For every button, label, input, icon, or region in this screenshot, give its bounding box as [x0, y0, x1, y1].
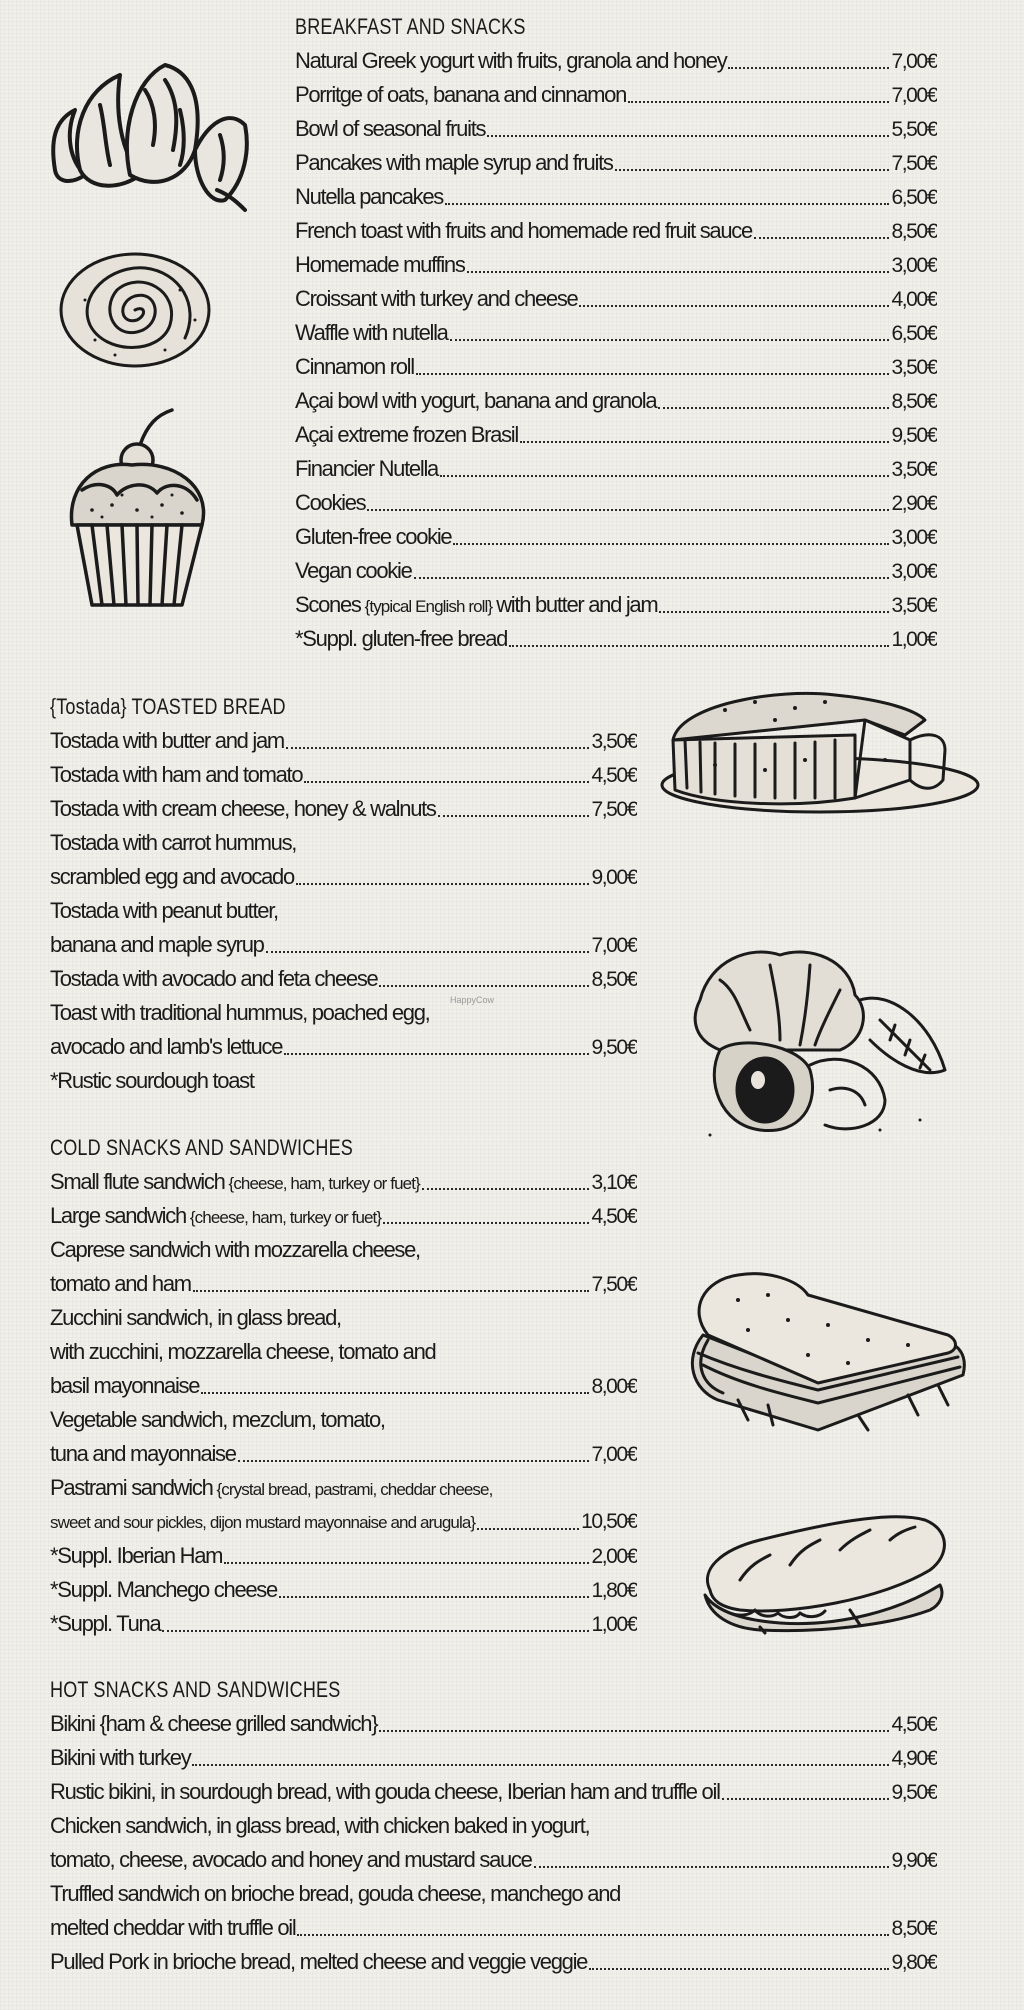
- menu-item-price: 7,00€: [891, 84, 937, 107]
- menu-item-price: 3,10€: [591, 1171, 637, 1194]
- menu-item-name: tomato, cheese, avocado and honey and mustard sauce: [50, 1847, 532, 1872]
- menu-item-price: 3,50€: [891, 458, 937, 481]
- menu-item-row: [295, 588, 937, 622]
- dot-leader: [628, 100, 889, 103]
- menu-item-name: Açai bowl with yogurt, banana and granola: [295, 388, 657, 413]
- menu-item-name: Large sandwich: [50, 1203, 186, 1228]
- dot-leader: [722, 1797, 890, 1800]
- menu-item-price: 3,00€: [891, 526, 937, 549]
- menu-item-price: 8,00€: [591, 1375, 637, 1398]
- menu-item-name: *Rustic sourdough toast: [50, 1068, 254, 1093]
- menu-item-row: [50, 1471, 637, 1505]
- menu-item-row: [295, 112, 937, 146]
- menu-item-name: French toast with fruits and homemade red fruit sauce: [295, 218, 752, 243]
- menu-item-note: {crystal bread, pastrami, cheddar cheese,: [216, 1480, 493, 1499]
- menu-item-row: [50, 1775, 937, 1809]
- menu-item-name: Small flute sandwich: [50, 1169, 225, 1194]
- menu-item-name: Tostada with cream cheese, honey & walnuts: [50, 796, 436, 821]
- menu-item-note: {cheese, ham, turkey or fuet}: [189, 1208, 382, 1227]
- menu-item-name-continued: with butter and jam: [496, 592, 658, 617]
- dot-leader: [304, 780, 589, 783]
- dot-leader: [440, 474, 889, 477]
- baguette-sandwich-illustration: [700, 1505, 955, 1635]
- menu-item-price: 9,00€: [591, 866, 637, 889]
- menu-item-price: 3,50€: [891, 594, 937, 617]
- menu-item-row: [50, 1199, 637, 1233]
- menu-item-row: [295, 418, 937, 452]
- menu-item-price: 3,00€: [891, 560, 937, 583]
- dot-leader: [416, 372, 890, 375]
- menu-item-note: {cheese, ham, turkey or fuet}: [228, 1174, 420, 1193]
- menu-item-name: Waffle with nutella: [295, 320, 448, 345]
- menu-item-name: Tostada with peanut butter,: [50, 898, 278, 923]
- dot-leader: [534, 1865, 890, 1868]
- menu-item-name: Bowl of seasonal fruits: [295, 116, 486, 141]
- dot-leader: [438, 814, 590, 817]
- dot-leader: [193, 1289, 590, 1292]
- toasted-bread-section: [50, 690, 637, 1098]
- menu-item-name: melted cheddar with truffle oil: [50, 1915, 296, 1940]
- menu-item-name: Caprese sandwich with mozzarella cheese,: [50, 1237, 420, 1262]
- dot-leader: [445, 202, 889, 205]
- menu-item-row: [50, 1403, 637, 1437]
- menu-item-price: 7,50€: [591, 1273, 637, 1296]
- menu-item-name: Bikini with turkey: [50, 1745, 191, 1770]
- section-title-cold-snacks: COLD SNACKS AND SANDWICHES: [50, 1135, 353, 1160]
- menu-item-price: 7,00€: [891, 50, 937, 73]
- dot-leader: [224, 1561, 589, 1564]
- menu-item-name: Tostada with carrot hummus,: [50, 830, 297, 855]
- menu-item-price: 1,00€: [591, 1613, 637, 1636]
- menu-item-row: [50, 1267, 637, 1301]
- menu-item-price: 1,00€: [891, 628, 937, 651]
- dot-leader: [162, 1629, 589, 1632]
- menu-item-row: [295, 214, 937, 248]
- menu-item-row: [295, 384, 937, 418]
- dot-leader: [450, 338, 890, 341]
- menu-item-row: [295, 520, 937, 554]
- toasted-list: [50, 724, 637, 1098]
- menu-item-price: 8,50€: [891, 1917, 937, 1940]
- hot-list: [50, 1707, 937, 1979]
- menu-item-row: [50, 1335, 637, 1369]
- section-title-breakfast: BREAKFAST AND SNACKS: [295, 14, 526, 39]
- menu-item-price: 2,00€: [591, 1545, 637, 1568]
- dot-leader: [467, 270, 890, 273]
- menu-item-name: Homemade muffins: [295, 252, 465, 277]
- menu-item-price: 9,90€: [891, 1849, 937, 1872]
- menu-item-row: [50, 962, 637, 996]
- menu-item-row: [50, 1030, 637, 1064]
- menu-item-price: 6,50€: [891, 186, 937, 209]
- menu-item-row: [50, 1741, 937, 1775]
- dot-leader: [266, 950, 590, 953]
- menu-item-row: [50, 826, 637, 860]
- hot-snacks-section: [50, 1673, 937, 1979]
- menu-item-row: [50, 894, 637, 928]
- menu-item-name: Rustic bikini, in sourdough bread, with gouda cheese, Iberian ham and truffle oil: [50, 1779, 720, 1804]
- menu-item-row: [50, 1843, 937, 1877]
- dot-leader: [296, 882, 590, 885]
- menu-item-row: [50, 1877, 937, 1911]
- menu-item-name: Cinnamon roll: [295, 354, 414, 379]
- dot-leader: [579, 304, 889, 307]
- menu-item-row: [50, 1064, 637, 1098]
- breakfast-section: [295, 10, 937, 656]
- menu-item-name: Porritge of oats, banana and cinnamon: [295, 82, 627, 107]
- menu-item-row: [295, 282, 937, 316]
- menu-item-name: Financier Nutella: [295, 456, 438, 481]
- menu-item-price: 9,50€: [891, 1781, 937, 1804]
- menu-item-row: [295, 486, 937, 520]
- menu-item-row: [295, 554, 937, 588]
- menu-item-row: [50, 1573, 637, 1607]
- menu-item-row: [50, 1437, 637, 1471]
- menu-item-price: 10,50€: [581, 1510, 637, 1533]
- menu-item-row: [50, 1945, 937, 1979]
- croissant-illustration: [45, 50, 255, 215]
- menu-item-price: 8,50€: [591, 968, 637, 991]
- dot-leader: [487, 134, 889, 137]
- dot-leader: [615, 168, 890, 171]
- menu-item-name: Tostada with ham and tomato: [50, 762, 303, 787]
- menu-item-price: 2,90€: [891, 492, 937, 515]
- menu-item-name: Pulled Pork in brioche bread, melted cheese and veggie veggie: [50, 1949, 588, 1974]
- dot-leader: [422, 1187, 590, 1190]
- section-title-hot-snacks: HOT SNACKS AND SANDWICHES: [50, 1677, 341, 1702]
- menu-item-note: sweet and sour pickles, dijon mustard mayonnaise and arugula}: [50, 1513, 476, 1532]
- menu-item-price: 3,00€: [891, 254, 937, 277]
- dot-leader: [509, 644, 889, 647]
- menu-item-price: 3,50€: [891, 356, 937, 379]
- menu-item-name: Croissant with turkey and cheese: [295, 286, 578, 311]
- dot-leader: [379, 984, 589, 987]
- menu-item-name: tomato and ham: [50, 1271, 191, 1296]
- menu-item-price: 7,00€: [591, 1443, 637, 1466]
- menu-item-row: [295, 452, 937, 486]
- dot-leader: [589, 1967, 889, 1970]
- menu-item-price: 6,50€: [891, 322, 937, 345]
- happycow-watermark: HappyCow: [450, 995, 495, 1005]
- dot-leader: [659, 610, 889, 613]
- menu-item-name: tuna and mayonnaise: [50, 1441, 236, 1466]
- menu-item-name: Gluten-free cookie: [295, 524, 452, 549]
- menu-item-name: Açai extreme frozen Brasil: [295, 422, 518, 447]
- dot-leader: [297, 1933, 889, 1936]
- menu-item-name: Vegan cookie: [295, 558, 412, 583]
- menu-item-row: [50, 758, 637, 792]
- dot-leader: [367, 508, 889, 511]
- dot-leader: [477, 1527, 579, 1530]
- menu-item-price: 5,50€: [891, 118, 937, 141]
- dot-leader: [453, 542, 889, 545]
- menu-item-name: Natural Greek yogurt with fruits, granola and honey: [295, 48, 727, 73]
- menu-item-name: with zucchini, mozzarella cheese, tomato and: [50, 1339, 436, 1364]
- menu-item-name: banana and maple syrup: [50, 932, 264, 957]
- menu-item-price: 7,00€: [591, 934, 637, 957]
- menu-item-price: 4,50€: [591, 1205, 637, 1228]
- cheesecake-illustration: [655, 680, 980, 815]
- menu-item-price: 3,50€: [591, 730, 637, 753]
- dot-leader: [238, 1459, 590, 1462]
- menu-item-row: [50, 792, 637, 826]
- menu-item-row: [295, 180, 937, 214]
- menu-item-row: [50, 1505, 637, 1539]
- menu-item-price: 7,50€: [591, 798, 637, 821]
- dot-leader: [192, 1763, 889, 1766]
- dot-leader: [279, 1595, 589, 1598]
- cold-list: [50, 1165, 637, 1641]
- menu-item-row: [50, 1809, 937, 1843]
- menu-item-name: *Suppl. gluten-free bread: [295, 626, 508, 651]
- menu-item-name: Truffled sandwich on brioche bread, gouda cheese, manchego and: [50, 1881, 621, 1906]
- menu-item-note: {typical English roll}: [364, 597, 493, 616]
- menu-item-price: 9,50€: [891, 424, 937, 447]
- dot-leader: [414, 576, 890, 579]
- menu-item-price: 7,50€: [891, 152, 937, 175]
- menu-item-row: [295, 78, 937, 112]
- menu-item-name: basil mayonnaise: [50, 1373, 200, 1398]
- menu-item-price: 4,00€: [891, 288, 937, 311]
- menu-item-row: [50, 928, 637, 962]
- menu-item-price: 8,50€: [891, 220, 937, 243]
- breakfast-list: [295, 44, 937, 656]
- menu-item-price: 9,80€: [891, 1951, 937, 1974]
- section-title-toasted-bread: {Tostada} TOASTED BREAD: [50, 694, 286, 719]
- menu-item-row: [295, 316, 937, 350]
- menu-item-name: Scones: [295, 592, 361, 617]
- menu-item-row: [50, 1233, 637, 1267]
- menu-item-row: [295, 44, 937, 78]
- dot-leader: [520, 440, 889, 443]
- menu-item-name: Bikini {ham & cheese grilled sandwich}: [50, 1711, 378, 1736]
- menu-item-name: avocado and lamb's lettuce: [50, 1034, 283, 1059]
- menu-item-name: Cookies: [295, 490, 366, 515]
- menu-item-name: *Suppl. Tuna: [50, 1611, 161, 1636]
- menu-item-name: *Suppl. Manchego cheese: [50, 1577, 277, 1602]
- menu-item-price: 4,50€: [591, 764, 637, 787]
- menu-item-row: [50, 1301, 637, 1335]
- menu-item-row: [50, 996, 637, 1030]
- toast-sandwich-illustration: [678, 1265, 973, 1435]
- menu-item-row: [50, 1707, 937, 1741]
- menu-item-row: [295, 350, 937, 384]
- menu-item-name: Nutella pancakes: [295, 184, 443, 209]
- menu-item-name: Pancakes with maple syrup and fruits: [295, 150, 613, 175]
- dot-leader: [728, 66, 889, 69]
- menu-item-price: 9,50€: [591, 1036, 637, 1059]
- dot-leader: [658, 406, 889, 409]
- menu-item-name: Zucchini sandwich, in glass bread,: [50, 1305, 341, 1330]
- cinnamon-roll-illustration: [55, 250, 215, 375]
- menu-item-row: [50, 724, 637, 758]
- menu-item-row: [50, 1911, 937, 1945]
- menu-item-price: 8,50€: [891, 390, 937, 413]
- menu-item-row: [295, 622, 937, 656]
- menu-item-row: [50, 1539, 637, 1573]
- menu-item-name: Toast with traditional hummus, poached egg,: [50, 1000, 430, 1025]
- menu-item-row: [50, 1165, 637, 1199]
- dot-leader: [201, 1391, 589, 1394]
- menu-item-row: [295, 248, 937, 282]
- menu-item-name: Tostada with avocado and feta cheese: [50, 966, 378, 991]
- cold-snacks-section: [50, 1131, 637, 1641]
- menu-item-row: [295, 146, 937, 180]
- menu-item-price: 4,90€: [891, 1747, 937, 1770]
- menu-item-name: scrambled egg and avocado: [50, 864, 294, 889]
- menu-item-name: Pastrami sandwich: [50, 1475, 213, 1500]
- menu-item-name: *Suppl. Iberian Ham: [50, 1543, 223, 1568]
- dot-leader: [379, 1729, 889, 1732]
- dot-leader: [286, 746, 589, 749]
- avocado-vegetables-illustration: [680, 940, 955, 1140]
- menu-item-row: [50, 1369, 637, 1403]
- menu-item-row: [50, 860, 637, 894]
- menu-item-price: 1,80€: [591, 1579, 637, 1602]
- dot-leader: [284, 1052, 589, 1055]
- dot-leader: [754, 236, 890, 239]
- menu-item-name: Vegetable sandwich, mezclum, tomato,: [50, 1407, 385, 1432]
- menu-item-row: [50, 1607, 637, 1641]
- menu-item-name: Chicken sandwich, in glass bread, with chicken baked in yogurt,: [50, 1813, 590, 1838]
- menu-item-price: 4,50€: [891, 1713, 937, 1736]
- cupcake-illustration: [62, 405, 227, 615]
- menu-item-name: Tostada with butter and jam: [50, 728, 284, 753]
- dot-leader: [383, 1221, 589, 1224]
